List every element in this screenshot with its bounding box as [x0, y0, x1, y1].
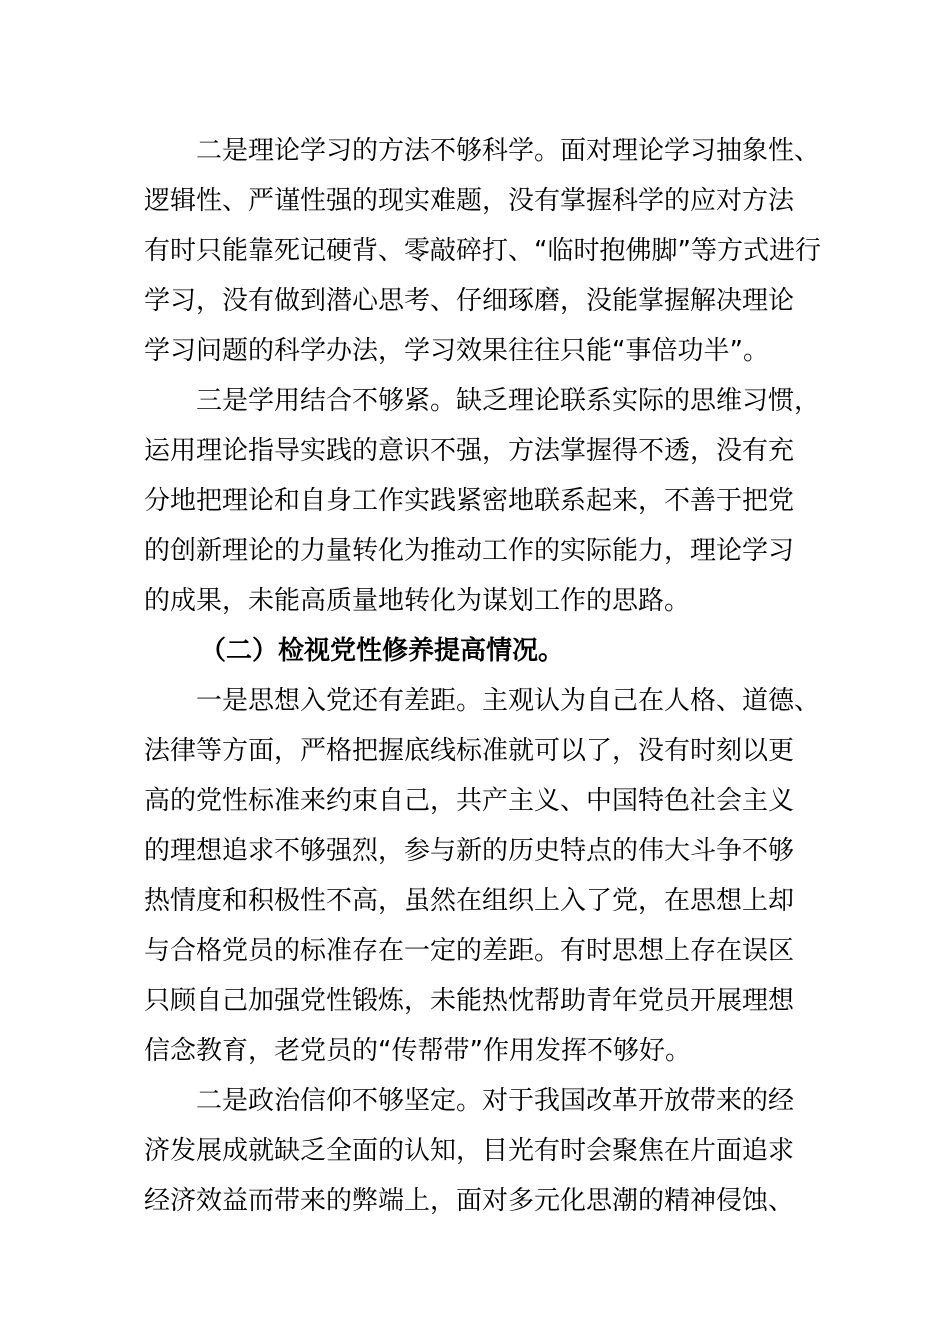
- paragraph-2-line-1: 三是学用结合不够紧。缺乏理论联系实际的思维习惯，: [196, 386, 821, 416]
- paragraph-4-line-2: 济发展成就缺乏全面的认知，目光有时会聚焦在片面追求: [144, 1136, 795, 1166]
- paragraph-3-line-5: 热情度和积极性不高，虽然在组织上入了党，在思想上却: [144, 886, 795, 916]
- paragraph-3-line-3: 高的党性标准来约束自己，共产主义、中国特色社会主义: [144, 786, 795, 816]
- paragraph-2-line-5: 的成果，未能高质量地转化为谋划工作的思路。: [144, 586, 691, 616]
- paragraph-3-line-4: 的理想追求不够强烈，参与新的历史特点的伟大斗争不够: [144, 836, 795, 866]
- paragraph-4-line-3: 经济效益而带来的弊端上，面对多元化思潮的精神侵蚀、: [144, 1186, 795, 1216]
- paragraph-2-line-2: 运用理论指导实践的意识不强，方法掌握得不透，没有充: [144, 436, 795, 466]
- paragraph-3-line-2: 法律等方面，严格把握底线标准就可以了，没有时刻以更: [144, 736, 795, 766]
- paragraph-1-line-3: 有时只能靠死记硬背、零敲碎打、“临时抱佛脚”等方式进行: [144, 236, 821, 266]
- paragraph-3-line-7: 只顾自己加强党性锻炼，未能热忱帮助青年党员开展理想: [144, 986, 795, 1016]
- paragraph-1-line-5: 学习问题的科学办法，学习效果往往只能“事倍功半”。: [144, 336, 769, 366]
- paragraph-1-line-4: 学习，没有做到潜心思考、仔细琢磨，没能掌握解决理论: [144, 286, 795, 316]
- paragraph-2-line-3: 分地把理论和自身工作实践紧密地联系起来，不善于把党: [144, 486, 795, 516]
- section-heading: （二）检视党性修养提高情况。: [200, 636, 565, 666]
- paragraph-1-line-1: 二是理论学习的方法不够科学。面对理论学习抽象性、: [196, 136, 821, 166]
- paragraph-3-line-6: 与合格党员的标准存在一定的差距。有时思想上存在误区: [144, 936, 795, 966]
- paragraph-3-line-8: 信念教育，老党员的“传帮带”作用发挥不够好。: [144, 1036, 691, 1066]
- paragraph-1-line-2: 逻辑性、严谨性强的现实难题，没有掌握科学的应对方法: [144, 186, 795, 216]
- paragraph-2-line-4: 的创新理论的力量转化为推动工作的实际能力，理论学习: [144, 536, 795, 566]
- paragraph-4-line-1: 二是政治信仰不够坚定。对于我国改革开放带来的经: [196, 1086, 795, 1116]
- paragraph-3-line-1: 一是思想入党还有差距。主观认为自己在人格、道德、: [196, 686, 821, 716]
